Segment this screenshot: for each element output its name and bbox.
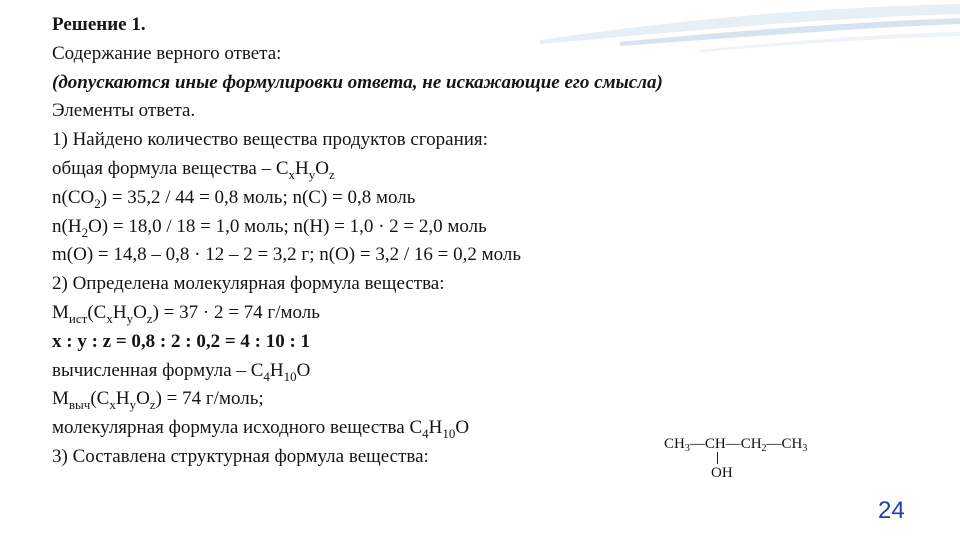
subscript: 10 xyxy=(442,426,456,442)
subscript: 2 xyxy=(94,195,101,211)
formula-part: O) = 18,0 / 18 = 1,0 моль; n(H) = 1,0 · 2 = 2,0 моль xyxy=(88,215,487,237)
formula-symbol: O xyxy=(455,417,470,439)
formula-part: n(CO xyxy=(52,186,95,208)
subscript: 10 xyxy=(283,368,297,384)
bond: — xyxy=(766,436,782,452)
formula-symbol: O xyxy=(136,388,150,410)
molar-mass-vych xyxy=(52,385,842,414)
atom-ratio: x : y : z = 0,8 : 2 : 0,2 = 4 : 10 : 1 xyxy=(52,330,311,352)
h2o-calculation xyxy=(52,213,842,242)
subscript: ист xyxy=(68,310,88,326)
subscript: выч xyxy=(68,397,91,413)
formula-part: вычисленная формула – C xyxy=(52,359,264,381)
subscript: 4 xyxy=(422,426,429,442)
subscript: y xyxy=(126,310,134,326)
page-number: 24 xyxy=(878,497,905,524)
formula-part: молекулярная формула исходного вещества C xyxy=(52,417,423,439)
answer-elements-label: Элементы ответа. xyxy=(52,100,196,122)
formula-symbol: O xyxy=(315,157,329,179)
subscript: 2 xyxy=(761,443,767,454)
formula-symbol: H xyxy=(269,359,284,381)
structural-formula xyxy=(664,436,807,454)
formula-symbol: CH xyxy=(664,436,685,452)
formula-part: n(H xyxy=(52,215,82,237)
step-1-heading: 1) Найдено количество вещества продуктов сгорания: xyxy=(52,129,488,151)
formula-part: ) = 37 · 2 = 74 г/моль xyxy=(152,301,320,323)
formula-symbol: (C xyxy=(87,301,107,323)
formula-symbol: O xyxy=(296,359,311,381)
answer-content-label: Содержание верного ответа: xyxy=(52,42,282,64)
formula-symbol: H xyxy=(295,157,309,179)
formula-symbol: CH xyxy=(781,436,803,452)
step-2-heading: 2) Определена молекулярная формула вещества: xyxy=(52,273,445,295)
subscript: 4 xyxy=(263,368,270,384)
oxygen-calculation: m(O) = 14,8 – 0,8 · 12 – 2 = 3,2 г; n(O) = 3,2 / 16 = 0,2 моль xyxy=(52,244,521,266)
subscript: x xyxy=(288,166,295,182)
co2-calculation xyxy=(52,184,842,213)
formula-symbol: —CH— xyxy=(689,436,741,452)
subscript: 3 xyxy=(684,443,690,454)
subscript: x xyxy=(106,310,113,326)
solution-text xyxy=(52,11,842,472)
formula-symbol: CH xyxy=(740,436,762,452)
calculated-formula xyxy=(52,357,842,386)
subscript: 3 xyxy=(802,443,808,454)
formula-symbol: M xyxy=(52,301,69,323)
hydroxyl-group: OH xyxy=(711,465,733,481)
subscript: x xyxy=(109,397,116,413)
structural-formula-chain xyxy=(664,436,807,454)
molar-mass-ist xyxy=(52,299,842,328)
subscript: y xyxy=(129,397,137,413)
formula-part: ) = 74 г/моль; xyxy=(155,388,264,410)
solution-title: Решение 1. xyxy=(52,14,146,35)
subscript: z xyxy=(328,166,335,182)
step-3-heading: 3) Составлена структурная формула вещества: xyxy=(52,445,429,467)
subscript: z xyxy=(149,397,156,413)
formula-symbol: (C xyxy=(90,388,110,410)
formula-symbol: H xyxy=(428,417,443,439)
subscript: z xyxy=(146,310,153,326)
general-formula-line xyxy=(52,155,842,184)
formula-symbol: O xyxy=(133,301,147,323)
alternative-wording-note: (допускаются иные формулировки ответа, не искажающие его смысла) xyxy=(52,71,663,93)
formula-symbol: H xyxy=(115,388,130,410)
formula-part: ) = 35,2 / 44 = 0,8 моль; n(C) = 0,8 моль xyxy=(100,186,416,208)
vertical-bond xyxy=(717,452,718,464)
formula-symbol: H xyxy=(112,301,127,323)
subscript: 2 xyxy=(81,224,89,240)
general-formula-text: общая формула вещества – C xyxy=(52,157,289,179)
formula-symbol: M xyxy=(52,388,69,410)
subscript: y xyxy=(308,166,316,182)
